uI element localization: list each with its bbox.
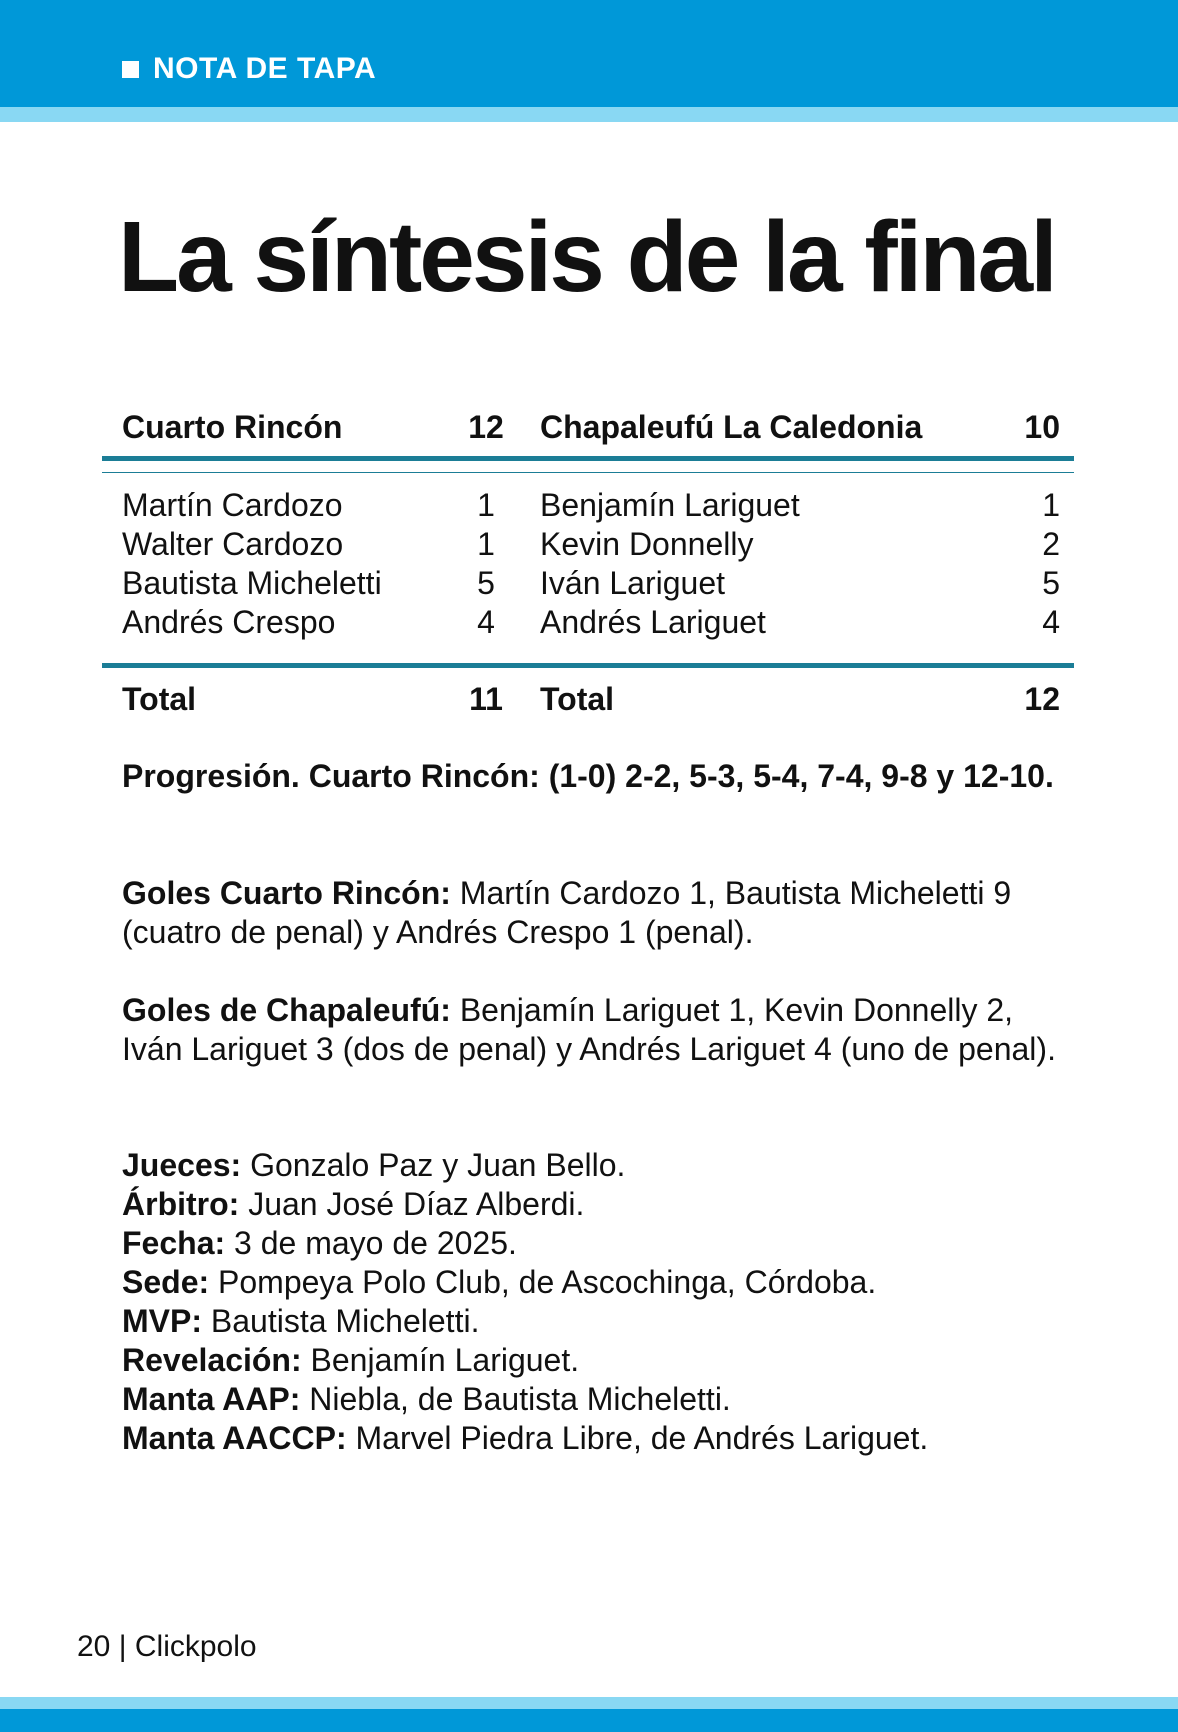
footer-separator: | [118,1630,127,1663]
team2-player-name: Iván Lariguet [540,565,726,601]
info-label: Sede: [122,1264,210,1300]
team1-player-name: Andrés Crespo [122,604,336,640]
team1-score: 12 [468,409,504,445]
table-rule-top-thin [102,472,1074,473]
info-value: Gonzalo Paz y Juan Bello. [241,1147,626,1183]
info-manta-aaccp [122,1419,1082,1458]
info-value: Niebla, de Bautista Micheletti. [300,1381,731,1417]
team1-player-name: Bautista Micheletti [122,565,382,601]
info-date [122,1224,1082,1263]
goals-team2-paragraph [122,991,1064,1069]
section-label-text: NOTA DE TAPA [153,52,377,85]
goals-team1-paragraph [122,874,1064,952]
info-value: Bautista Micheletti. [202,1303,480,1339]
publication-name: Clickpolo [134,1630,257,1663]
team2-player-handicap: 5 [1042,565,1060,601]
goals-team2-text: Benjamín Lariguet 1, Kevin Donnelly 2, Iván Lariguet 3 (dos de penal) y Andrés Lariguet 4 (uno de penal). [122,992,1056,1067]
info-label: MVP: [122,1303,202,1339]
info-value: Marvel Piedra Libre, de Andrés Lariguet. [346,1420,929,1456]
footer-stripe [0,1697,1178,1709]
square-bullet-icon [122,61,139,78]
page-footer [77,1627,257,1667]
info-value: 3 de mayo de 2025. [225,1225,517,1261]
info-label: Fecha: [122,1225,226,1261]
info-label: Revelación: [122,1342,302,1378]
team1-player-name: Martín Cardozo [122,487,343,523]
info-label: Árbitro: [122,1186,240,1222]
progression-paragraph: Progresión. Cuarto Rincón: (1-0) 2-2, 5-3, 5-4, 7-4, 9-8 y 12-10. [122,758,1054,794]
header-stripe [0,107,1178,122]
goals-team1-label: Goles Cuarto Rincón: [122,875,451,911]
team1-total-label: Total [122,681,197,717]
team1-player-handicap: 4 [477,604,495,640]
info-manta-aap [122,1380,1082,1419]
team2-total: 12 [1024,681,1060,717]
team2-total-label: Total [540,681,615,717]
info-referee [122,1185,1082,1224]
info-label: Manta AACCP: [122,1420,347,1456]
team2-player-handicap: 1 [1042,487,1060,523]
info-venue [122,1263,1082,1302]
info-value: Benjamín Lariguet. [301,1342,580,1378]
info-value: Juan José Díaz Alberdi. [239,1186,585,1222]
team1-player-name: Walter Cardozo [122,526,344,562]
team2-player-handicap: 4 [1042,604,1060,640]
goals-team2-label: Goles de Chapaleufú: [122,992,451,1028]
info-value: Pompeya Polo Club, de Ascochinga, Córdoba. [209,1264,877,1300]
team2-player-name: Andrés Lariguet [540,604,766,640]
team1-player-handicap: 1 [477,487,495,523]
team2-player-name: Benjamín Lariguet [540,487,800,523]
page-number: 20 [77,1630,111,1663]
team1-total: 11 [469,681,503,717]
table-rule-bottom [102,663,1074,668]
footer-band [0,1709,1178,1732]
team2-player-handicap: 2 [1042,526,1060,562]
info-revelation [122,1341,1082,1380]
team1-player-handicap: 1 [477,526,495,562]
goals-team1-text: Martín Cardozo 1, Bautista Micheletti 9 (cuatro de penal) y Andrés Crespo 1 (penal). [122,875,1012,950]
page-title: La síntesis de la final [118,201,1055,313]
team2-score: 10 [1024,409,1060,445]
info-judges [122,1146,1082,1185]
table-rule-top [102,456,1074,461]
team2-player-name: Kevin Donnelly [540,526,754,562]
team1-player-handicap: 5 [477,565,495,601]
section-label [122,51,376,87]
info-label: Jueces: [122,1147,242,1183]
info-mvp [122,1302,1082,1341]
team1-name: Cuarto Rincón [122,409,343,445]
match-info-list [122,1146,1082,1458]
team2-name: Chapaleufú La Caledonia [540,409,923,445]
info-label: Manta AAP: [122,1381,301,1417]
